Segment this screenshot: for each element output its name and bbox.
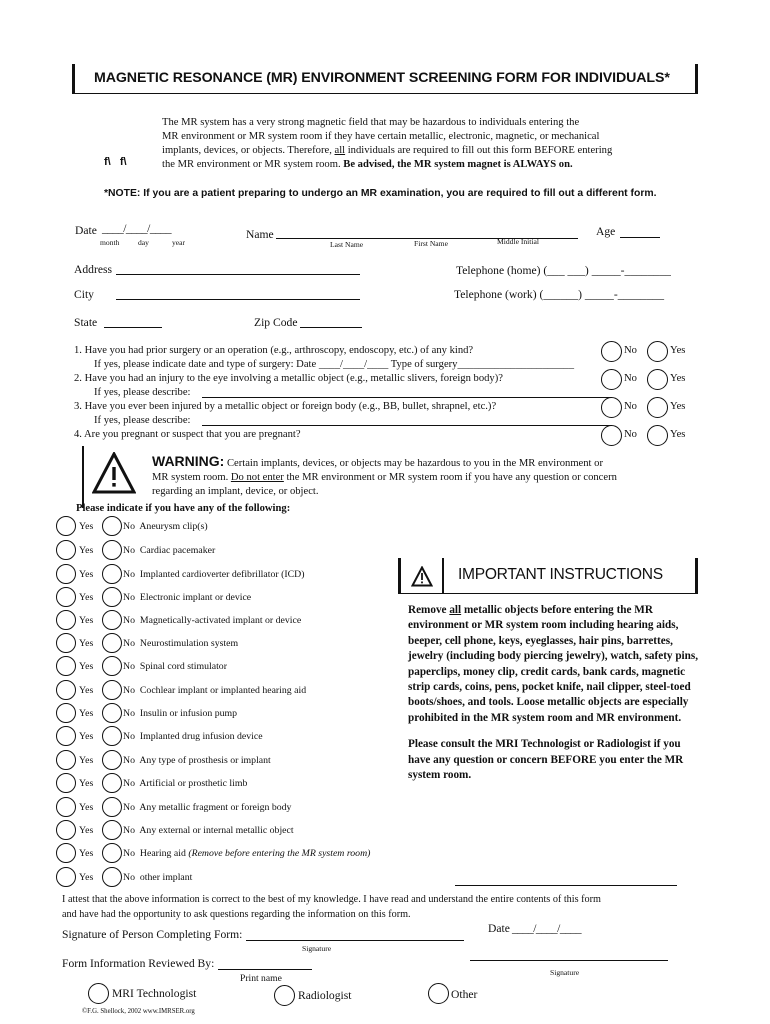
date-field[interactable]: ____/____/____	[102, 222, 172, 235]
reviewed-by-label: Form Information Reviewed By:	[62, 957, 215, 970]
question-4: 4. Are you pregnant or suspect that you are pregnant?	[74, 429, 301, 440]
sign-date-field[interactable]: ____/____/____	[512, 922, 582, 935]
checklist-drug-pump-no-radio[interactable]	[102, 726, 122, 746]
yes-label: Yes	[79, 569, 94, 580]
patient-note: *NOTE: If you are a patient preparing to undergo an MR examination, you are required to fill out a different form.	[104, 188, 657, 199]
checklist-item-prosthesis: No Any type of prosthesis or implant	[123, 755, 271, 766]
q1-no-radio[interactable]	[601, 341, 622, 362]
checklist-item-icd: No Implanted cardioverter defibrillator (ICD)	[123, 569, 305, 580]
address-field[interactable]	[116, 274, 360, 275]
age-label: Age	[596, 225, 616, 238]
metal-injury-description[interactable]	[202, 425, 612, 426]
checklist-metal-object-yes-radio[interactable]	[56, 820, 76, 840]
checklist-item-drug-pump: No Implanted drug infusion device	[123, 731, 263, 742]
role-mri-technologist-radio[interactable]	[88, 983, 109, 1004]
eye-injury-description[interactable]	[202, 397, 612, 398]
form-title: MAGNETIC RESONANCE (MR) ENVIRONMENT SCREENING FORM FOR INDIVIDUALS*	[94, 70, 670, 86]
age-field[interactable]	[620, 237, 660, 238]
yes-label: Yes	[79, 545, 94, 556]
yes-label: Yes	[79, 592, 94, 603]
checklist-limb-no-radio[interactable]	[102, 773, 122, 793]
important-text: Remove all metallic objects before entering the MR environment or MR system room including hearing aids, beeper, cell phone, keys, eyeglasses, hair pins, barrettes, jewelry (including body piercing jewelry), watch, safety pins, paperclips, money clip, credit cards, bank cards, magnetic strip cards, coins, pens, pocket knife, nail clipper, steel-toed boots/shoes, and tools. Loose metallic objects are especially prohibited in the MR system room and MR environment. Please consult the MRI Technologist or Radiologist if you have any question or concern BEFORE you enter the MR system room.	[408, 604, 699, 782]
sign-date-label: Date	[488, 922, 510, 935]
state-label: State	[74, 316, 98, 329]
warning-text: WARNING: Certain implants, devices, or objects may be hazardous to you in the MR environment or MR system room. Do not enter the MR environment or MR system room if you have any question or concern regarding an implant, device, or object.	[152, 453, 617, 497]
checklist-neurostim-yes-radio[interactable]	[56, 633, 76, 653]
checklist-other-implant-yes-radio[interactable]	[56, 867, 76, 887]
magnet-icon: f\ f\	[104, 156, 127, 168]
yes-label: Yes	[79, 872, 94, 883]
address-label: Address	[74, 263, 112, 276]
zip-field[interactable]	[300, 327, 362, 328]
question-1: 1. Have you had prior surgery or an operation (e.g., arthroscopy, endoscopy, etc.) of any kind? If yes, please indicate date and type of surgery: Date ____/____/____ Type of surgery______________________	[74, 345, 574, 370]
checklist-item-spinal: No Spinal cord stimulator	[123, 661, 227, 672]
important-title: IMPORTANT INSTRUCTIONS	[458, 566, 663, 583]
checklist-item-metal-object: No Any external or internal metallic object	[123, 825, 294, 836]
checklist-cochlear-no-radio[interactable]	[102, 680, 122, 700]
name-label: Name	[246, 228, 274, 241]
checklist-hearing-aid-yes-radio[interactable]	[56, 843, 76, 863]
city-field[interactable]	[116, 299, 360, 300]
yes-label: Yes	[79, 708, 94, 719]
q4-yes-radio[interactable]	[647, 425, 668, 446]
yes-label: Yes	[79, 848, 94, 859]
checklist-aneurysm-yes-radio[interactable]	[56, 516, 76, 536]
warning-bar	[82, 446, 84, 508]
checklist-item-pacemaker: No Cardiac pacemaker	[123, 545, 216, 556]
work-phone-field[interactable]: Telephone (work) (______) _____-________	[454, 288, 665, 301]
yes-label: Yes	[79, 521, 94, 532]
role-other-radio[interactable]	[428, 983, 449, 1004]
yes-label: Yes	[79, 825, 94, 836]
checklist-icd-no-radio[interactable]	[102, 564, 122, 584]
checklist-spinal-no-radio[interactable]	[102, 656, 122, 676]
q3-no-radio[interactable]	[601, 397, 622, 418]
q2-no-radio[interactable]	[601, 369, 622, 390]
role-radiologist-radio[interactable]	[274, 985, 295, 1006]
checklist-item-electronic: No Electronic implant or device	[123, 592, 252, 603]
checklist-item-aneurysm: No Aneurysm clip(s)	[123, 521, 208, 532]
yes-label: Yes	[79, 638, 94, 649]
question-3: 3. Have you ever been injured by a metallic object or foreign body (e.g., BB, bullet, shrapnel, etc.)? If yes, please describe:	[74, 401, 497, 426]
checklist-heading: Please indicate if you have any of the following:	[76, 503, 291, 514]
checklist-neurostim-no-radio[interactable]	[102, 633, 122, 653]
date-label: Date	[75, 224, 97, 237]
checklist-pacemaker-yes-radio[interactable]	[56, 540, 76, 560]
checklist-insulin-no-radio[interactable]	[102, 703, 122, 723]
checklist-electronic-no-radio[interactable]	[102, 587, 122, 607]
yes-label: Yes	[79, 802, 94, 813]
intro-paragraph: The MR system has a very strong magnetic field that may be hazardous to individuals entering the MR environment or MR system room if they have certain metallic, electronic, magnetic, or mechanical implants, devices, or objects. Therefore, all individuals are required to fill out this form BEFORE entering the MR environment or MR system room. Be advised, the MR system magnet is ALWAYS on.	[162, 117, 613, 170]
reviewer-signature-field[interactable]	[470, 960, 668, 961]
checklist-hearing-aid-no-radio[interactable]	[102, 843, 122, 863]
signature-completing-field[interactable]	[246, 940, 464, 941]
checklist-electronic-yes-radio[interactable]	[56, 587, 76, 607]
attestation: I attest that the above information is correct to the best of my knowledge. I have read and understand the entire contents of this form and have had the opportunity to ask questions regarding the information on this form.	[62, 894, 601, 920]
checklist-aneurysm-no-radio[interactable]	[102, 516, 122, 536]
checklist-limb-yes-radio[interactable]	[56, 773, 76, 793]
checklist-icd-yes-radio[interactable]	[56, 564, 76, 584]
checklist-other-implant-no-radio[interactable]	[102, 867, 122, 887]
yes-label: Yes	[79, 615, 94, 626]
important-instructions-box	[398, 558, 698, 594]
checklist-spinal-yes-radio[interactable]	[56, 656, 76, 676]
checklist-item-magnetic: No Magnetically-activated implant or device	[123, 615, 302, 626]
checklist-metal-object-no-radio[interactable]	[102, 820, 122, 840]
checklist-pacemaker-no-radio[interactable]	[102, 540, 122, 560]
yes-label: Yes	[79, 755, 94, 766]
state-field[interactable]	[104, 327, 162, 328]
checklist-item-limb: No Artificial or prosthetic limb	[123, 778, 248, 789]
checklist-cochlear-yes-radio[interactable]	[56, 680, 76, 700]
checklist-item-hearing-aid: No Hearing aid (Remove before entering the MR system room)	[123, 848, 371, 859]
checklist-item-insulin: No Insulin or infusion pump	[123, 708, 238, 719]
yes-label: Yes	[79, 685, 94, 696]
checklist-prosthesis-no-radio[interactable]	[102, 750, 122, 770]
checklist-item-neurostim: No Neurostimulation system	[123, 638, 239, 649]
yes-label: Yes	[79, 661, 94, 672]
q4-no-radio[interactable]	[601, 425, 622, 446]
checklist-item-cochlear: No Cochlear implant or implanted hearing aid	[123, 685, 307, 696]
q2-yes-radio[interactable]	[647, 369, 668, 390]
checklist-fragment-no-radio[interactable]	[102, 797, 122, 817]
checklist-fragment-yes-radio[interactable]	[56, 797, 76, 817]
question-2: 2. Have you had an injury to the eye involving a metallic object (e.g., metallic slivers, foreign body)? If yes, please describe:	[74, 373, 503, 398]
warning-small-icon	[411, 566, 433, 587]
signature-completing-label: Signature of Person Completing Form:	[62, 928, 243, 941]
checklist-drug-pump-yes-radio[interactable]	[56, 726, 76, 746]
home-phone-field[interactable]: Telephone (home) (___ ___) _____-________	[456, 264, 671, 277]
checklist-magnetic-no-radio[interactable]	[102, 610, 122, 630]
city-label: City	[74, 288, 94, 301]
checklist-magnetic-yes-radio[interactable]	[56, 610, 76, 630]
q3-yes-radio[interactable]	[647, 397, 668, 418]
copyright-footer: ©F.G. Shellock, 2002 www.IMRSER.org	[82, 1008, 195, 1015]
q1-yes-radio[interactable]	[647, 341, 668, 362]
checklist-item-fragment: No Any metallic fragment or foreign body	[123, 802, 292, 813]
warning-icon	[92, 452, 136, 494]
reviewer-print-name-field[interactable]	[218, 969, 312, 970]
form-title-box	[72, 64, 698, 94]
checklist-insulin-yes-radio[interactable]	[56, 703, 76, 723]
checklist-item-other-implant: No other implant	[123, 872, 193, 883]
yes-label: Yes	[79, 731, 94, 742]
checklist-prosthesis-yes-radio[interactable]	[56, 750, 76, 770]
yes-label: Yes	[79, 778, 94, 789]
zip-label: Zip Code	[254, 316, 298, 329]
